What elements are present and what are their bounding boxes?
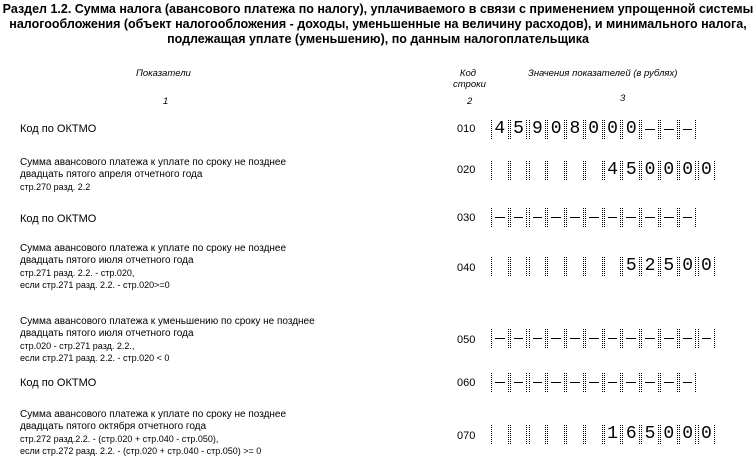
row-010-cell[interactable] (660, 120, 678, 139)
row-010-cell[interactable]: 0 (585, 120, 603, 139)
row-060-cell[interactable] (585, 373, 603, 392)
row-070-cell[interactable] (529, 425, 547, 444)
row-020-cell[interactable] (566, 161, 584, 180)
row-030-cell[interactable] (547, 208, 565, 227)
row-010-cell[interactable] (641, 120, 659, 139)
header-indicators: Показатели (136, 68, 191, 79)
row-040-cell[interactable] (491, 257, 509, 276)
row-010-cell[interactable] (679, 120, 697, 139)
row-030-line-1: Код по ОКТМО (20, 213, 97, 225)
row-040-cell[interactable] (529, 257, 547, 276)
row-020-line-1: Сумма авансового платежа к уплате по сроку не позднее (20, 157, 287, 168)
row-020-label (20, 157, 286, 193)
row-070-cell[interactable] (491, 425, 509, 444)
row-010-code: 010 (457, 123, 476, 135)
row-030-cell[interactable] (529, 208, 547, 227)
row-050-cell[interactable] (566, 329, 584, 348)
row-070-label (20, 409, 286, 457)
row-060-cell[interactable] (566, 373, 584, 392)
row-070-cell[interactable]: 0 (660, 425, 678, 444)
row-020-cell[interactable] (510, 161, 528, 180)
row-050-line-4: если стр.271 разд. 2.2. - стр.020 < 0 (20, 353, 170, 363)
row-060-cell[interactable] (491, 373, 509, 392)
row-040-cell[interactable] (604, 257, 622, 276)
row-040-line-2: двадцать пятого июля отчетного года (20, 255, 194, 266)
row-010-line-1: Код по ОКТМО (20, 123, 97, 135)
row-060-cell[interactable] (604, 373, 622, 392)
row-050-cell[interactable] (679, 329, 697, 348)
row-050-cells[interactable] (491, 329, 716, 348)
row-070-cell[interactable]: 5 (641, 425, 659, 444)
row-040-cell[interactable]: 0 (698, 257, 716, 276)
row-050-code: 050 (457, 334, 476, 346)
row-030-cell[interactable] (566, 208, 584, 227)
row-040-line-4: если стр.271 разд. 2.2. - стр.020>=0 (20, 280, 170, 290)
row-070-cell[interactable]: 1 (604, 425, 622, 444)
row-050-cell[interactable] (622, 329, 640, 348)
row-040-cell[interactable] (566, 257, 584, 276)
row-020-line-2: двадцать пятого апреля отчетного года (20, 169, 203, 180)
row-070-code: 070 (457, 430, 476, 442)
row-060-cells[interactable] (491, 373, 698, 392)
row-010-cell[interactable]: 0 (604, 120, 622, 139)
row-060-label (20, 377, 96, 389)
row-020-cell[interactable]: 5 (622, 161, 640, 180)
row-060-cell[interactable] (529, 373, 547, 392)
row-050-cell[interactable] (491, 329, 509, 348)
row-040-cell[interactable]: 5 (660, 257, 678, 276)
row-040-label (20, 243, 286, 291)
row-030-cell[interactable] (641, 208, 659, 227)
row-050-cell[interactable] (641, 329, 659, 348)
row-070-cell[interactable]: 6 (622, 425, 640, 444)
row-070-cell[interactable] (566, 425, 584, 444)
row-050-cell[interactable] (529, 329, 547, 348)
row-050-cell[interactable] (510, 329, 528, 348)
row-010-cell[interactable]: 0 (622, 120, 640, 139)
row-070-cell[interactable] (547, 425, 565, 444)
row-060-cell[interactable] (510, 373, 528, 392)
row-050-cell[interactable] (547, 329, 565, 348)
row-050-line-3: стр.020 - стр.271 разд. 2.2., (20, 341, 135, 351)
row-030-cell[interactable] (491, 208, 509, 227)
row-070-line-1: Сумма авансового платежа к уплате по сроку не позднее (20, 409, 287, 420)
row-040-code: 040 (457, 262, 476, 274)
row-020-cells[interactable] (491, 161, 716, 180)
row-050-cell[interactable] (698, 329, 716, 348)
row-060-cell[interactable] (622, 373, 640, 392)
row-030-cell[interactable] (585, 208, 603, 227)
row-020-code: 020 (457, 164, 476, 176)
row-050-line-2: двадцать пятого июля отчетного года (20, 328, 194, 339)
row-020-cell[interactable]: 0 (660, 161, 678, 180)
row-020-cell[interactable]: 0 (641, 161, 659, 180)
header-line-code: Код строки (453, 68, 486, 90)
row-010-cell[interactable]: 0 (547, 120, 565, 139)
header-values: Значения показателей (в рублях) (528, 68, 678, 79)
row-010-cell[interactable]: 9 (529, 120, 547, 139)
row-010-cell[interactable]: 8 (566, 120, 584, 139)
row-040-cell[interactable] (585, 257, 603, 276)
row-030-cell[interactable] (604, 208, 622, 227)
row-060-code: 060 (457, 377, 476, 389)
row-010-cells[interactable] (491, 120, 698, 139)
row-060-cell[interactable] (641, 373, 659, 392)
row-060-line-1: Код по ОКТМО (20, 377, 97, 389)
row-040-cell[interactable]: 5 (622, 257, 640, 276)
row-070-cell[interactable]: 0 (698, 425, 716, 444)
row-070-cell[interactable] (585, 425, 603, 444)
row-050-cell[interactable] (660, 329, 678, 348)
row-050-line-1: Сумма авансового платежа к уменьшению по сроку не позднее (20, 316, 315, 327)
row-040-cell[interactable]: 2 (641, 257, 659, 276)
row-030-cell[interactable] (622, 208, 640, 227)
row-020-cell[interactable] (491, 161, 509, 180)
row-030-code: 030 (457, 212, 476, 224)
row-060-cell[interactable] (679, 373, 697, 392)
section-title: Раздел 1.2. Сумма налога (авансового платежа по налогу), уплачиваемого в связи с применением упрощенной системы налогообложения (объект налогообложения - доходы, уменьшенные на величину расходов), и минимального налога, подлежащая уплате (уменьшению), по данным налогоплательщика (2, 2, 754, 46)
row-050-cell[interactable] (585, 329, 603, 348)
row-010-cell[interactable]: 4 (491, 120, 509, 139)
header-col-num-3: 3 (620, 93, 626, 104)
row-020-cell[interactable] (529, 161, 547, 180)
row-020-cell[interactable] (547, 161, 565, 180)
row-060-cell[interactable] (660, 373, 678, 392)
row-020-cell[interactable] (585, 161, 603, 180)
row-070-line-3: стр.272 разд.2.2. - (стр.020 + стр.040 - стр.050), (20, 434, 219, 444)
row-040-cell[interactable] (510, 257, 528, 276)
row-020-line-3: стр.270 разд. 2.2 (20, 182, 91, 192)
row-040-line-1: Сумма авансового платежа к уплате по сроку не позднее (20, 243, 287, 254)
row-040-cell[interactable]: 0 (679, 257, 697, 276)
row-040-cells[interactable] (491, 257, 716, 276)
row-060-cell[interactable] (547, 373, 565, 392)
header-col-num-2: 2 (467, 96, 473, 107)
row-030-cell[interactable] (510, 208, 528, 227)
row-050-label (20, 316, 315, 364)
row-040-cell[interactable] (547, 257, 565, 276)
row-070-cell[interactable]: 0 (679, 425, 697, 444)
row-030-label (20, 213, 96, 225)
row-020-cell[interactable]: 0 (679, 161, 697, 180)
row-020-cell[interactable]: 0 (698, 161, 716, 180)
row-070-line-4: если стр.272 разд. 2.2. - (стр.020 + стр.040 - стр.050) >= 0 (20, 446, 262, 456)
row-050-cell[interactable] (604, 329, 622, 348)
header-col-num-1: 1 (163, 96, 169, 107)
row-040-line-3: стр.271 разд. 2.2. - стр.020, (20, 268, 135, 278)
row-020-cell[interactable]: 4 (604, 161, 622, 180)
row-030-cells[interactable] (491, 208, 698, 227)
row-010-label (20, 123, 96, 135)
row-070-cell[interactable] (510, 425, 528, 444)
row-030-cell[interactable] (679, 208, 697, 227)
row-030-cell[interactable] (660, 208, 678, 227)
row-070-line-2: двадцать пятого октября отчетного года (20, 421, 207, 432)
row-010-cell[interactable]: 5 (510, 120, 528, 139)
row-070-cells[interactable] (491, 425, 716, 444)
